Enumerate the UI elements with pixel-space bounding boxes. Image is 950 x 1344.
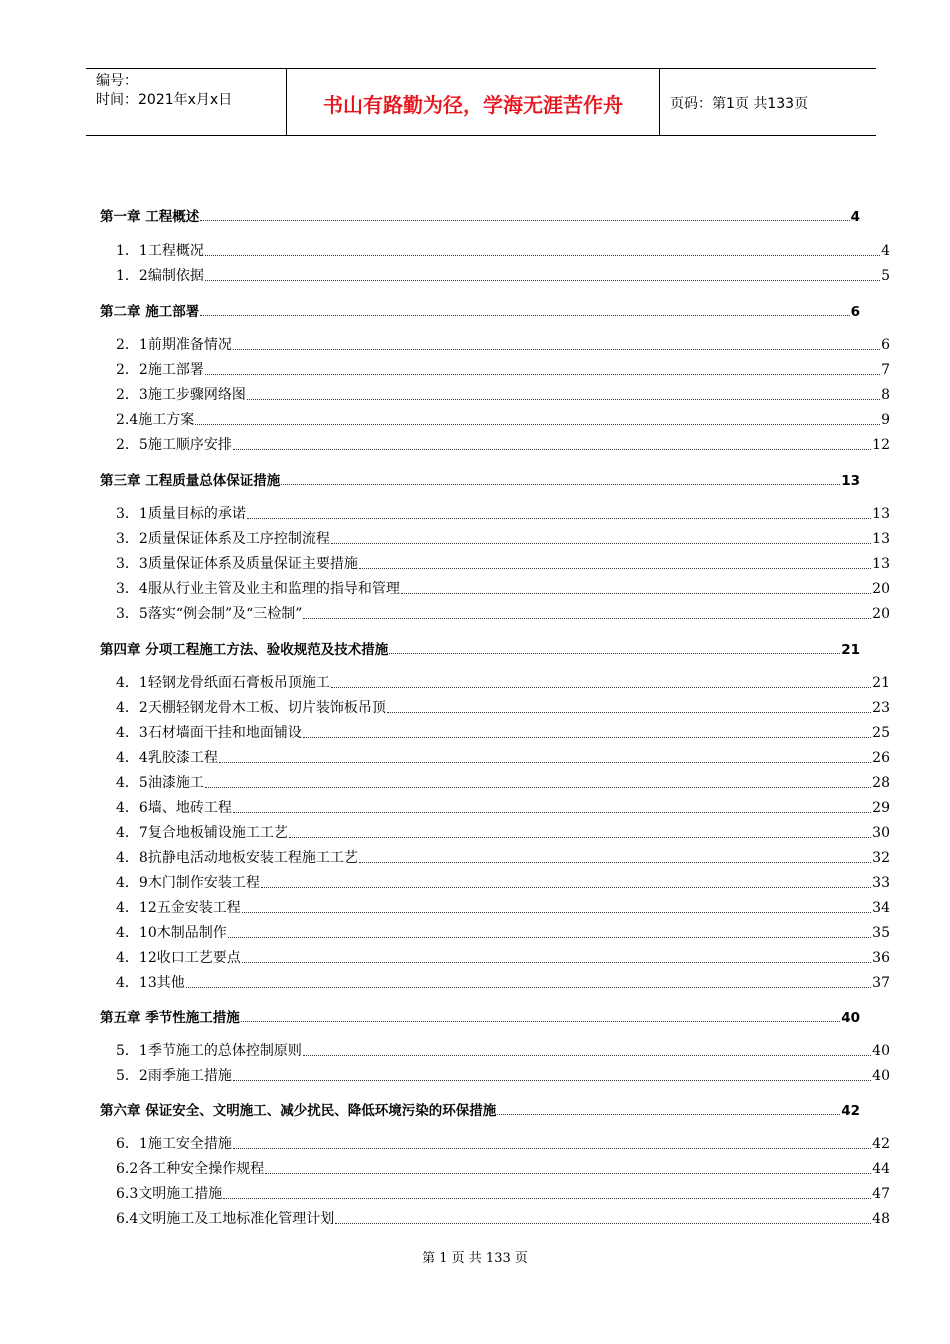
toc-leader-dots [195,423,880,425]
toc-entry-page: 9 [881,412,890,428]
toc-leader-dots [233,811,871,813]
toc-section-entry[interactable] [116,1040,890,1060]
toc-entry-title: 4．9木门制作安装工程 [116,875,260,891]
toc-section-entry[interactable] [116,334,890,354]
toc-entry-title: 3．2质量保证体系及工序控制流程 [116,531,330,547]
toc-leader-dots [265,1172,871,1174]
toc-section-entry[interactable] [116,797,890,817]
toc-leader-dots [303,736,871,738]
toc-entry-page: 40 [872,1068,890,1084]
toc-entry-page: 13 [841,473,860,489]
toc-entry-page: 32 [872,850,890,866]
toc-leader-dots [359,861,871,863]
toc-entry-title: 4．2天棚轻钢龙骨木工板、切片装饰板吊顶 [116,700,386,716]
number-label: 编号： [96,73,138,89]
toc-entry-page: 6 [850,304,860,320]
toc-entry-title: 3．5落实“例会制”及“三检制” [116,606,303,622]
toc-entry-title: 2.4施工方案 [116,412,195,428]
toc-entry-page: 12 [872,437,890,453]
toc-entry-title: 2．3施工步骤网络图 [116,387,246,403]
toc-entry-title: 第二章 施工部署 [100,304,200,320]
header-left-cell [86,69,287,135]
toc-entry-title: 4．6墙、地砖工程 [116,800,232,816]
toc-leader-dots [303,617,871,619]
toc-section-entry[interactable] [116,747,890,767]
toc-entry-page: 30 [872,825,890,841]
toc-entry-page: 48 [872,1211,890,1227]
time-label: 时间：2021年x月x日 [96,92,233,108]
toc-leader-dots [205,786,871,788]
toc-entry-title: 1．2编制依据 [116,268,204,284]
toc-section-entry[interactable] [116,434,890,454]
toc-section-entry[interactable] [116,1133,890,1153]
toc-entry-title: 第四章 分项工程施工方法、验收规范及技术措施 [100,642,389,658]
toc-entry-title: 4．7复合地板铺设施工工艺 [116,825,288,841]
toc-entry-page: 37 [872,975,890,991]
toc-entry-page: 26 [872,750,890,766]
toc-leader-dots [219,761,871,763]
toc-entry-page: 44 [872,1161,890,1177]
toc-entry-page: 4 [881,243,890,259]
toc-section-entry[interactable] [116,359,890,379]
toc-leader-dots [228,936,871,938]
toc-entry-title: 4．1轻钢龙骨纸面石膏板吊顶施工 [116,675,330,691]
toc-leader-dots [205,254,880,256]
toc-leader-dots [205,279,880,281]
toc-entry-page: 42 [872,1136,890,1152]
toc-entry-page: 21 [872,675,890,691]
toc-leader-dots [303,1054,871,1056]
toc-entry-title: 4．10木制品制作 [116,925,227,941]
toc-chapter-entry[interactable] [100,205,860,225]
motto: 书山有路勤为径，学海无涯苦作舟 [287,69,660,135]
toc-chapter-entry[interactable] [100,1099,860,1119]
toc-entry-page: 13 [872,506,890,522]
toc-entry-page: 20 [872,606,890,622]
toc-entry-page: 21 [841,642,860,658]
toc-leader-dots [200,219,849,221]
toc-entry-page: 34 [872,900,890,916]
toc-leader-dots [247,517,871,519]
toc-entry-title: 6.3文明施工措施 [116,1186,223,1202]
toc-chapter-entry[interactable] [100,469,860,489]
toc-section-entry[interactable] [116,603,890,623]
toc-leader-dots [401,592,871,594]
toc-entry-page: 5 [881,268,890,284]
toc-entry-title: 4．8抗静电活动地板安装工程施工工艺 [116,850,358,866]
toc-leader-dots [281,483,840,485]
toc-entry-title: 6．1施工安全措施 [116,1136,232,1152]
toc-leader-dots [289,836,871,838]
toc-entry-title: 5．1季节施工的总体控制原则 [116,1043,302,1059]
toc-section-entry[interactable] [116,872,890,892]
toc-entry-page: 20 [872,581,890,597]
toc-entry-page: 7 [881,362,890,378]
toc-section-entry[interactable] [116,265,890,285]
toc-entry-page: 47 [872,1186,890,1202]
page-header [86,68,876,136]
toc-section-entry[interactable] [116,1158,890,1178]
page-info: 页码：第1页 共133页 [670,96,809,112]
page-footer: 第 1 页 共 133 页 [422,1251,528,1266]
toc-section-entry[interactable] [116,578,890,598]
toc-entry-title: 6.4文明施工及工地标准化管理计划 [116,1211,335,1227]
toc-leader-dots [205,373,880,375]
toc-entry-page: 40 [872,1043,890,1059]
toc-leader-dots [233,448,871,450]
toc-entry-title: 3．3质量保证体系及质量保证主要措施 [116,556,358,572]
toc-leader-dots [186,986,871,988]
toc-entry-title: 2．5施工顺序安排 [116,437,232,453]
toc-section-entry[interactable] [116,972,890,992]
toc-entry-page: 4 [850,209,860,225]
toc-leader-dots [242,961,871,963]
toc-entry-title: 1．1工程概况 [116,243,204,259]
toc-leader-dots [233,1147,871,1149]
toc-entry-title: 4．5油漆施工 [116,775,204,791]
toc-entry-page: 40 [841,1010,860,1026]
toc-leader-dots [242,911,871,913]
toc-section-entry[interactable] [116,897,890,917]
toc-section-entry[interactable] [116,947,890,967]
toc-leader-dots [335,1222,871,1224]
toc-leader-dots [200,314,849,316]
toc-entry-page: 36 [872,950,890,966]
toc-section-entry[interactable] [116,772,890,792]
toc-entry-page: 23 [872,700,890,716]
toc-chapter-entry[interactable] [100,1006,860,1026]
toc-chapter-entry[interactable] [100,638,860,658]
toc-entry-title: 5．2雨季施工措施 [116,1068,232,1084]
toc-section-entry[interactable] [116,384,890,404]
toc-entry-page: 8 [881,387,890,403]
toc-entry-title: 6.2各工种安全操作规程 [116,1161,265,1177]
toc-section-entry[interactable] [116,1065,890,1085]
toc-section-entry[interactable] [116,922,890,942]
toc-leader-dots [331,542,871,544]
toc-leader-dots [261,886,871,888]
toc-entry-page: 6 [881,337,890,353]
toc-entry-title: 第一章 工程概述 [100,209,200,225]
toc-section-entry[interactable] [116,528,890,548]
toc-entry-title: 4．3石材墙面干挂和地面铺设 [116,725,302,741]
toc-leader-dots [233,348,880,350]
toc-entry-title: 4．13其他 [116,975,185,991]
toc-leader-dots [233,1079,871,1081]
toc-section-entry[interactable] [116,847,890,867]
toc-section-entry[interactable] [116,240,890,260]
toc-entry-page: 28 [872,775,890,791]
toc-leader-dots [497,1113,840,1115]
toc-entry-title: 第三章 工程质量总体保证措施 [100,473,281,489]
toc-entry-title: 4．12收口工艺要点 [116,950,241,966]
toc-leader-dots [247,398,880,400]
toc-leader-dots [387,711,871,713]
toc-entry-page: 13 [872,556,890,572]
toc-entry-page: 25 [872,725,890,741]
toc-leader-dots [389,652,840,654]
toc-entry-page: 13 [872,531,890,547]
toc-leader-dots [223,1197,871,1199]
toc-section-entry[interactable] [116,672,890,692]
toc-entry-title: 3．4服从行业主管及业主和监理的指导和管理 [116,581,400,597]
toc-entry-title: 4．4乳胶漆工程 [116,750,218,766]
toc-leader-dots [241,1020,841,1022]
toc-section-entry[interactable] [116,1183,890,1203]
toc-section-entry[interactable] [116,697,890,717]
toc-section-entry[interactable] [116,822,890,842]
toc-entry-title: 3．1质量目标的承诺 [116,506,246,522]
toc-entry-title: 2．2施工部署 [116,362,204,378]
toc-entry-page: 35 [872,925,890,941]
toc-entry-title: 2．1前期准备情况 [116,337,232,353]
toc-section-entry[interactable] [116,503,890,523]
toc-entry-title: 第五章 季节性施工措施 [100,1010,240,1026]
toc-section-entry[interactable] [116,722,890,742]
toc-section-entry[interactable] [116,1208,890,1228]
toc-entry-page: 42 [841,1103,860,1119]
toc-entry-page: 29 [872,800,890,816]
toc-chapter-entry[interactable] [100,300,860,320]
toc-leader-dots [359,567,871,569]
toc-entry-title: 4．12五金安装工程 [116,900,241,916]
toc-section-entry[interactable] [116,553,890,573]
toc-entry-page: 33 [872,875,890,891]
toc-section-entry[interactable] [116,409,890,429]
toc-entry-title: 第六章 保证安全、文明施工、减少扰民、降低环境污染的环保措施 [100,1103,497,1119]
toc-leader-dots [331,686,871,688]
